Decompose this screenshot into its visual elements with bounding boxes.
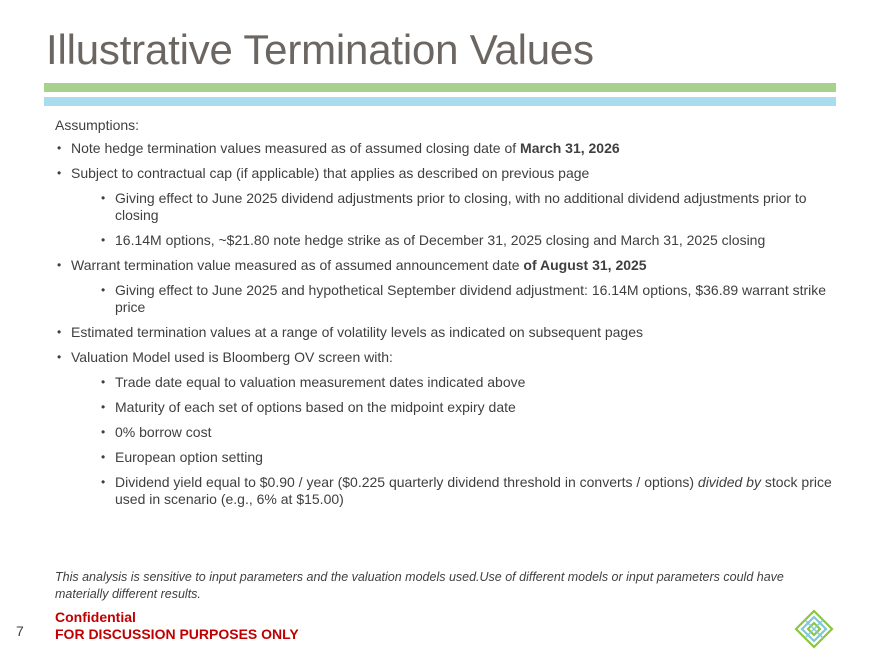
sub-bullet-text: 16.14M options, ~$21.80 note hedge strike as of December 31, 2025 closing and March 31, 2025 closing bbox=[115, 232, 766, 248]
confidential-label bbox=[55, 609, 299, 643]
disclaimer-note: This analysis is sensitive to input parameters and the valuation models used.Use of different models or input parameters could have materially different results. bbox=[55, 570, 784, 601]
bullet-warrant-termination bbox=[55, 257, 845, 274]
discussion-purposes-line: FOR DISCUSSION PURPOSES ONLY bbox=[55, 626, 299, 642]
assumptions-section bbox=[55, 117, 845, 516]
confidential-line: Confidential bbox=[55, 609, 136, 625]
sub-bullet-text: European option setting bbox=[115, 449, 263, 465]
bullet-icon: • bbox=[57, 258, 62, 272]
title-divider-green bbox=[44, 83, 836, 92]
bullet-text: Note hedge termination values measured as of assumed closing date of bbox=[71, 140, 521, 156]
sub-bullet-borrow-cost bbox=[55, 424, 845, 441]
bullet-icon: • bbox=[57, 141, 62, 155]
assumptions-list bbox=[55, 140, 845, 508]
bullet-icon: • bbox=[57, 350, 62, 364]
sub-bullet-italic: divided by bbox=[697, 474, 761, 490]
sub-bullet-text: Giving effect to June 2025 dividend adjustments prior to closing, with no additional dividend adjustments prior to closing bbox=[115, 190, 807, 223]
sub-bullet-dividend-yield bbox=[55, 474, 845, 508]
bullet-icon: • bbox=[101, 475, 106, 489]
page-number: 7 bbox=[16, 623, 24, 639]
assumptions-heading: Assumptions: bbox=[55, 117, 140, 133]
bullet-bold-date: of August 31, 2025 bbox=[523, 257, 647, 273]
bullet-icon: • bbox=[101, 283, 106, 297]
bullet-icon: • bbox=[101, 425, 106, 439]
sub-bullet-june-dividend bbox=[55, 190, 845, 224]
bullet-icon: • bbox=[101, 191, 106, 205]
bullet-icon: • bbox=[57, 325, 62, 339]
sub-bullet-text: Giving effect to June 2025 and hypothetical September dividend adjustment: 16.14M options, $36.89 warrant strike price bbox=[115, 282, 827, 315]
sub-bullet-text-end: stock price used in scenario (e.g., 6% at $15.00) bbox=[115, 474, 832, 507]
sub-bullet-text: Maturity of each set of options based on the midpoint expiry date bbox=[115, 399, 516, 415]
bullet-valuation-model bbox=[55, 349, 845, 366]
bullet-closing-date bbox=[55, 140, 845, 157]
page-title: Illustrative Termination Values bbox=[46, 26, 594, 73]
sub-bullet-warrant-strike bbox=[55, 282, 845, 316]
diamond-logo-icon bbox=[794, 609, 834, 649]
sub-bullet-note-hedge-strike bbox=[55, 232, 845, 249]
bullet-contractual-cap bbox=[55, 165, 845, 182]
sub-bullet-text: 0% borrow cost bbox=[115, 424, 212, 440]
bullet-icon: • bbox=[101, 400, 106, 414]
bullet-icon: • bbox=[101, 375, 106, 389]
bullet-text: Warrant termination value measured as of assumed announcement date bbox=[71, 257, 524, 273]
sub-bullet-option-setting bbox=[55, 449, 845, 466]
sub-bullet-text: Trade date equal to valuation measurement dates indicated above bbox=[115, 374, 526, 390]
bullet-text: Valuation Model used is Bloomberg OV screen with: bbox=[71, 349, 393, 365]
bullet-icon: • bbox=[57, 166, 62, 180]
bullet-icon: • bbox=[101, 233, 106, 247]
title-divider-blue bbox=[44, 97, 836, 106]
bullet-text: Subject to contractual cap (if applicable) that applies as described on previous page bbox=[71, 165, 590, 181]
bullet-icon: • bbox=[101, 450, 106, 464]
sub-bullet-maturity bbox=[55, 399, 845, 416]
sub-bullet-trade-date bbox=[55, 374, 845, 391]
bullet-volatility-levels bbox=[55, 324, 845, 341]
sub-bullet-text: Dividend yield equal to $0.90 / year ($0.225 quarterly dividend threshold in converts / options) bbox=[115, 474, 698, 490]
bullet-text: Estimated termination values at a range of volatility levels as indicated on subsequent pages bbox=[71, 324, 644, 340]
bullet-bold-date: March 31, 2026 bbox=[520, 140, 620, 156]
